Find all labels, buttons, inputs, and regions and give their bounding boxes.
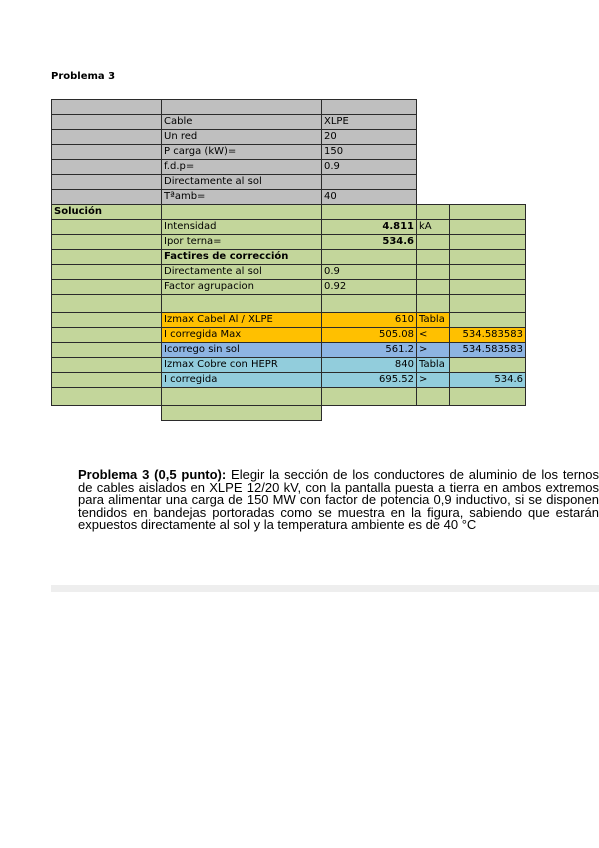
un-value[interactable]: 20	[321, 129, 417, 145]
grid-cell[interactable]	[416, 234, 450, 250]
result-label[interactable]: Izmax Cobre con HEPR	[161, 357, 322, 373]
grid-cell[interactable]	[51, 312, 162, 328]
grid-cell[interactable]	[321, 204, 417, 220]
grid-cell[interactable]	[51, 174, 162, 190]
problem-body: Elegir la sección de los conductores de aluminio de los ternos de cables aislados en XLPE 12/20 kV, con la pantalla puesta a tierra en ambos extremos para alimentar una carga de 150 MW con factor de potencia 0,9 inductivo, si se disponen tendidos en bandejas portoradas como se muestra en la figura, sabiendo que estarán expuestos directamente al sol y la temperatura ambiente es de 40 °C	[78, 469, 599, 532]
intensidad-label[interactable]: Intensidad	[161, 219, 322, 235]
grid-cell[interactable]	[51, 189, 162, 205]
divider-bar	[51, 585, 599, 592]
result-value[interactable]: 840	[321, 357, 417, 373]
intensidad-unit[interactable]: kA	[416, 219, 450, 235]
grid-cell[interactable]	[51, 144, 162, 160]
grid-cell[interactable]	[321, 249, 417, 265]
grid-cell[interactable]	[51, 249, 162, 265]
result-label[interactable]: I corregida	[161, 372, 322, 388]
result-op[interactable]: <	[416, 327, 450, 343]
result-cmp[interactable]: 534.583583	[449, 327, 526, 343]
grid-cell[interactable]	[416, 387, 450, 406]
grid-cell[interactable]	[51, 114, 162, 130]
tamb-value[interactable]: 40	[321, 189, 417, 205]
grid-cell[interactable]	[449, 294, 526, 313]
grid-cell[interactable]	[416, 204, 450, 220]
result-label[interactable]: Izmax Cabel Al / XLPE	[161, 312, 322, 328]
grid-cell[interactable]	[51, 99, 162, 115]
result-op[interactable]: >	[416, 342, 450, 358]
grid-cell[interactable]	[51, 342, 162, 358]
grid-cell[interactable]	[321, 99, 417, 115]
grid-cell[interactable]	[449, 387, 526, 406]
grid-cell[interactable]	[161, 99, 322, 115]
grid-cell[interactable]	[449, 219, 526, 235]
p-value[interactable]: 150	[321, 144, 417, 160]
grid-cell[interactable]	[416, 294, 450, 313]
grid-cell[interactable]	[51, 327, 162, 343]
agrup-label[interactable]: Factor agrupacion	[161, 279, 322, 295]
grid-cell[interactable]	[51, 279, 162, 295]
intensidad-value[interactable]: 4.811	[321, 219, 417, 235]
result-cmp[interactable]: 534.583583	[449, 342, 526, 358]
p-label[interactable]: P carga (kW)=	[161, 144, 322, 160]
un-label[interactable]: Un red	[161, 129, 322, 145]
problem-heading: Problema 3 (0,5 punto):	[78, 469, 227, 482]
grid-cell[interactable]	[51, 387, 162, 406]
grid-cell[interactable]	[449, 249, 526, 265]
dir-sol-label[interactable]: Directamente al sol	[161, 264, 322, 280]
result-value[interactable]: 561.2	[321, 342, 417, 358]
fdp-value[interactable]: 0.9	[321, 159, 417, 175]
grid-cell[interactable]	[416, 264, 450, 280]
result-op[interactable]: Tabla	[416, 312, 450, 328]
result-cmp[interactable]: 534.6	[449, 372, 526, 388]
grid-cell[interactable]	[161, 387, 322, 406]
grid-cell[interactable]	[449, 204, 526, 220]
grid-cell[interactable]	[321, 174, 417, 190]
tamb-label[interactable]: Tªamb=	[161, 189, 322, 205]
grid-cell[interactable]	[51, 129, 162, 145]
grid-cell[interactable]	[161, 405, 322, 421]
grid-cell[interactable]	[51, 159, 162, 175]
result-op[interactable]: Tabla	[416, 357, 450, 373]
grid-cell[interactable]	[416, 279, 450, 295]
grid-cell[interactable]	[51, 219, 162, 235]
result-value[interactable]: 610	[321, 312, 417, 328]
grid-cell[interactable]	[449, 264, 526, 280]
grid-cell[interactable]	[51, 264, 162, 280]
result-cmp[interactable]	[449, 312, 526, 328]
grid-cell[interactable]	[51, 294, 162, 313]
ipor-value[interactable]: 534.6	[321, 234, 417, 250]
result-op[interactable]: >	[416, 372, 450, 388]
solucion-heading[interactable]: Solución	[51, 204, 162, 220]
fdp-label[interactable]: f.d.p=	[161, 159, 322, 175]
result-value[interactable]: 695.52	[321, 372, 417, 388]
problem-statement	[78, 469, 599, 532]
factores-heading[interactable]: Factires de corrección	[161, 249, 322, 265]
grid-cell[interactable]	[449, 279, 526, 295]
grid-cell[interactable]	[51, 234, 162, 250]
grid-cell[interactable]	[321, 294, 417, 313]
dir-sol-value[interactable]: 0.9	[321, 264, 417, 280]
grid-cell[interactable]	[51, 372, 162, 388]
sol-label[interactable]: Directamente al sol	[161, 174, 322, 190]
result-value[interactable]: 505.08	[321, 327, 417, 343]
grid-cell[interactable]	[161, 204, 322, 220]
grid-cell[interactable]	[449, 234, 526, 250]
result-cmp[interactable]	[449, 357, 526, 373]
result-label[interactable]: I corregida Max	[161, 327, 322, 343]
grid-cell[interactable]	[416, 249, 450, 265]
cable-value[interactable]: XLPE	[321, 114, 417, 130]
problem-title: Problema 3	[51, 71, 116, 82]
grid-cell[interactable]	[161, 294, 322, 313]
cable-label[interactable]: Cable	[161, 114, 322, 130]
ipor-label[interactable]: Ipor terna=	[161, 234, 322, 250]
grid-cell[interactable]	[51, 357, 162, 373]
grid-cell[interactable]	[321, 387, 417, 406]
agrup-value[interactable]: 0.92	[321, 279, 417, 295]
result-label[interactable]: Icorrego sin sol	[161, 342, 322, 358]
